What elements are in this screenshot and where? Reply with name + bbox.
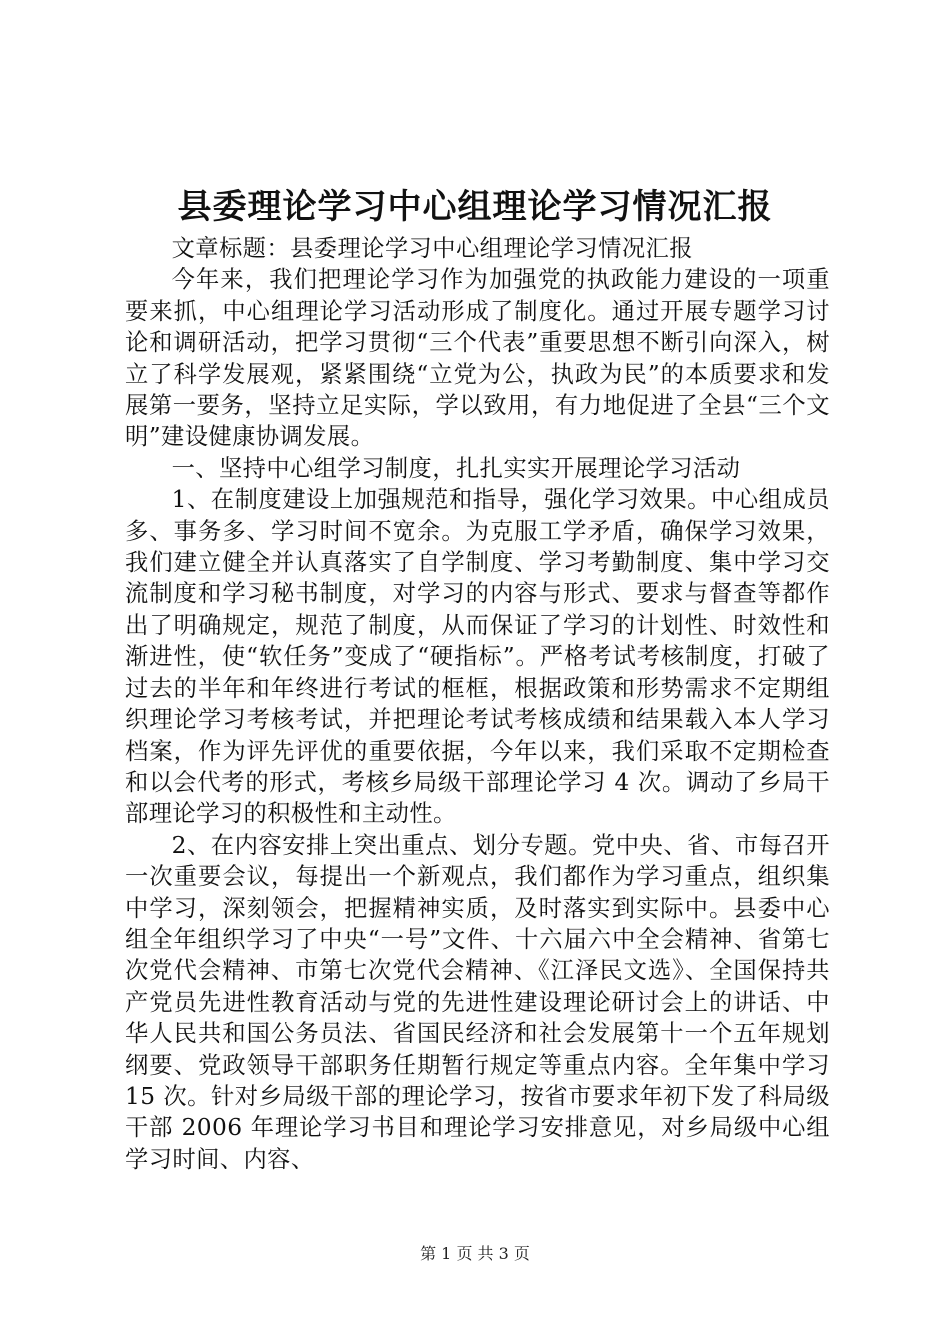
paragraph-point-2: 2、在内容安排上突出重点、划分专题。党中央、省、市每召开一次重要会议，每提出一个新观点，我们都作为学习重点，组织集中学习，深刻领会，把握精神实质，及时落实到实际中。县委中心组全年组织学习了中央“一号”文件、十六届六中全会精神、省第七次党代会精神、市第七次党代会精神、《江泽民文选》、全国保持共产党员先进性教育活动与党的先进性建设理论研讨会上的讲话、中华人民共和国公务员法、省国民经济和社会发展第十一个五年规划纲要、党政领导干部职务任期暂行规定等重点内容。全年集中学习 15 次。针对乡局级干部的理论学习，按省市要求年初下发了科局级干部 2006 年理论学习书目和理论学习安排意见，对乡局级中心组学习时间、内容、: [125, 831, 830, 1173]
paragraph-point-1: 1、在制度建设上加强规范和指导，强化学习效果。中心组成员多、事务多、学习时间不宽余。为克服工学矛盾，确保学习效果，我们建立健全并认真落实了自学制度、学习考勤制度、集中学习交流制度和学习秘书制度，对学习的内容与形式、要求与督查等都作出了明确规定，规范了制度，从而保证了学习的计划性、时效性和渐进性，使“软任务”变成了“硬指标”。严格考试考核制度，打破了过去的半年和年终进行考试的框框，根据政策和形势需求不定期组织理论学习考核考试，并把理论考试考核成绩和结果载入本人学习档案，作为评先评优的重要依据，今年以来，我们采取不定期检查和以会代考的形式，考核乡局级干部理论学习 4 次。调动了乡局干部理论学习的积极性和主动性。: [125, 486, 830, 828]
section-heading-1: 一、坚持中心组学习制度，扎扎实实开展理论学习活动: [171, 454, 741, 482]
article-title-line: 文章标题：县委理论学习中心组理论学习情况汇报: [171, 235, 693, 262]
document-title: 县委理论学习中心组理论学习情况汇报: [177, 187, 773, 227]
intro-paragraph: 今年来，我们把理论学习作为加强党的执政能力建设的一项重要来抓，中心组理论学习活动形成了制度化。通过开展专题学习讨论和调研活动，把学习贯彻“三个代表”重要思想不断引向深入，树立了科学发展观，紧紧围绕“立党为公，执政为民”的本质要求和发展第一要务，坚持立足实际，学以致用，有力地促进了全县“三个文明”建设健康协调发展。: [125, 266, 830, 451]
document-body: [125, 233, 830, 1175]
page-number-footer: 第 1 页 共 3 页: [420, 1244, 530, 1263]
